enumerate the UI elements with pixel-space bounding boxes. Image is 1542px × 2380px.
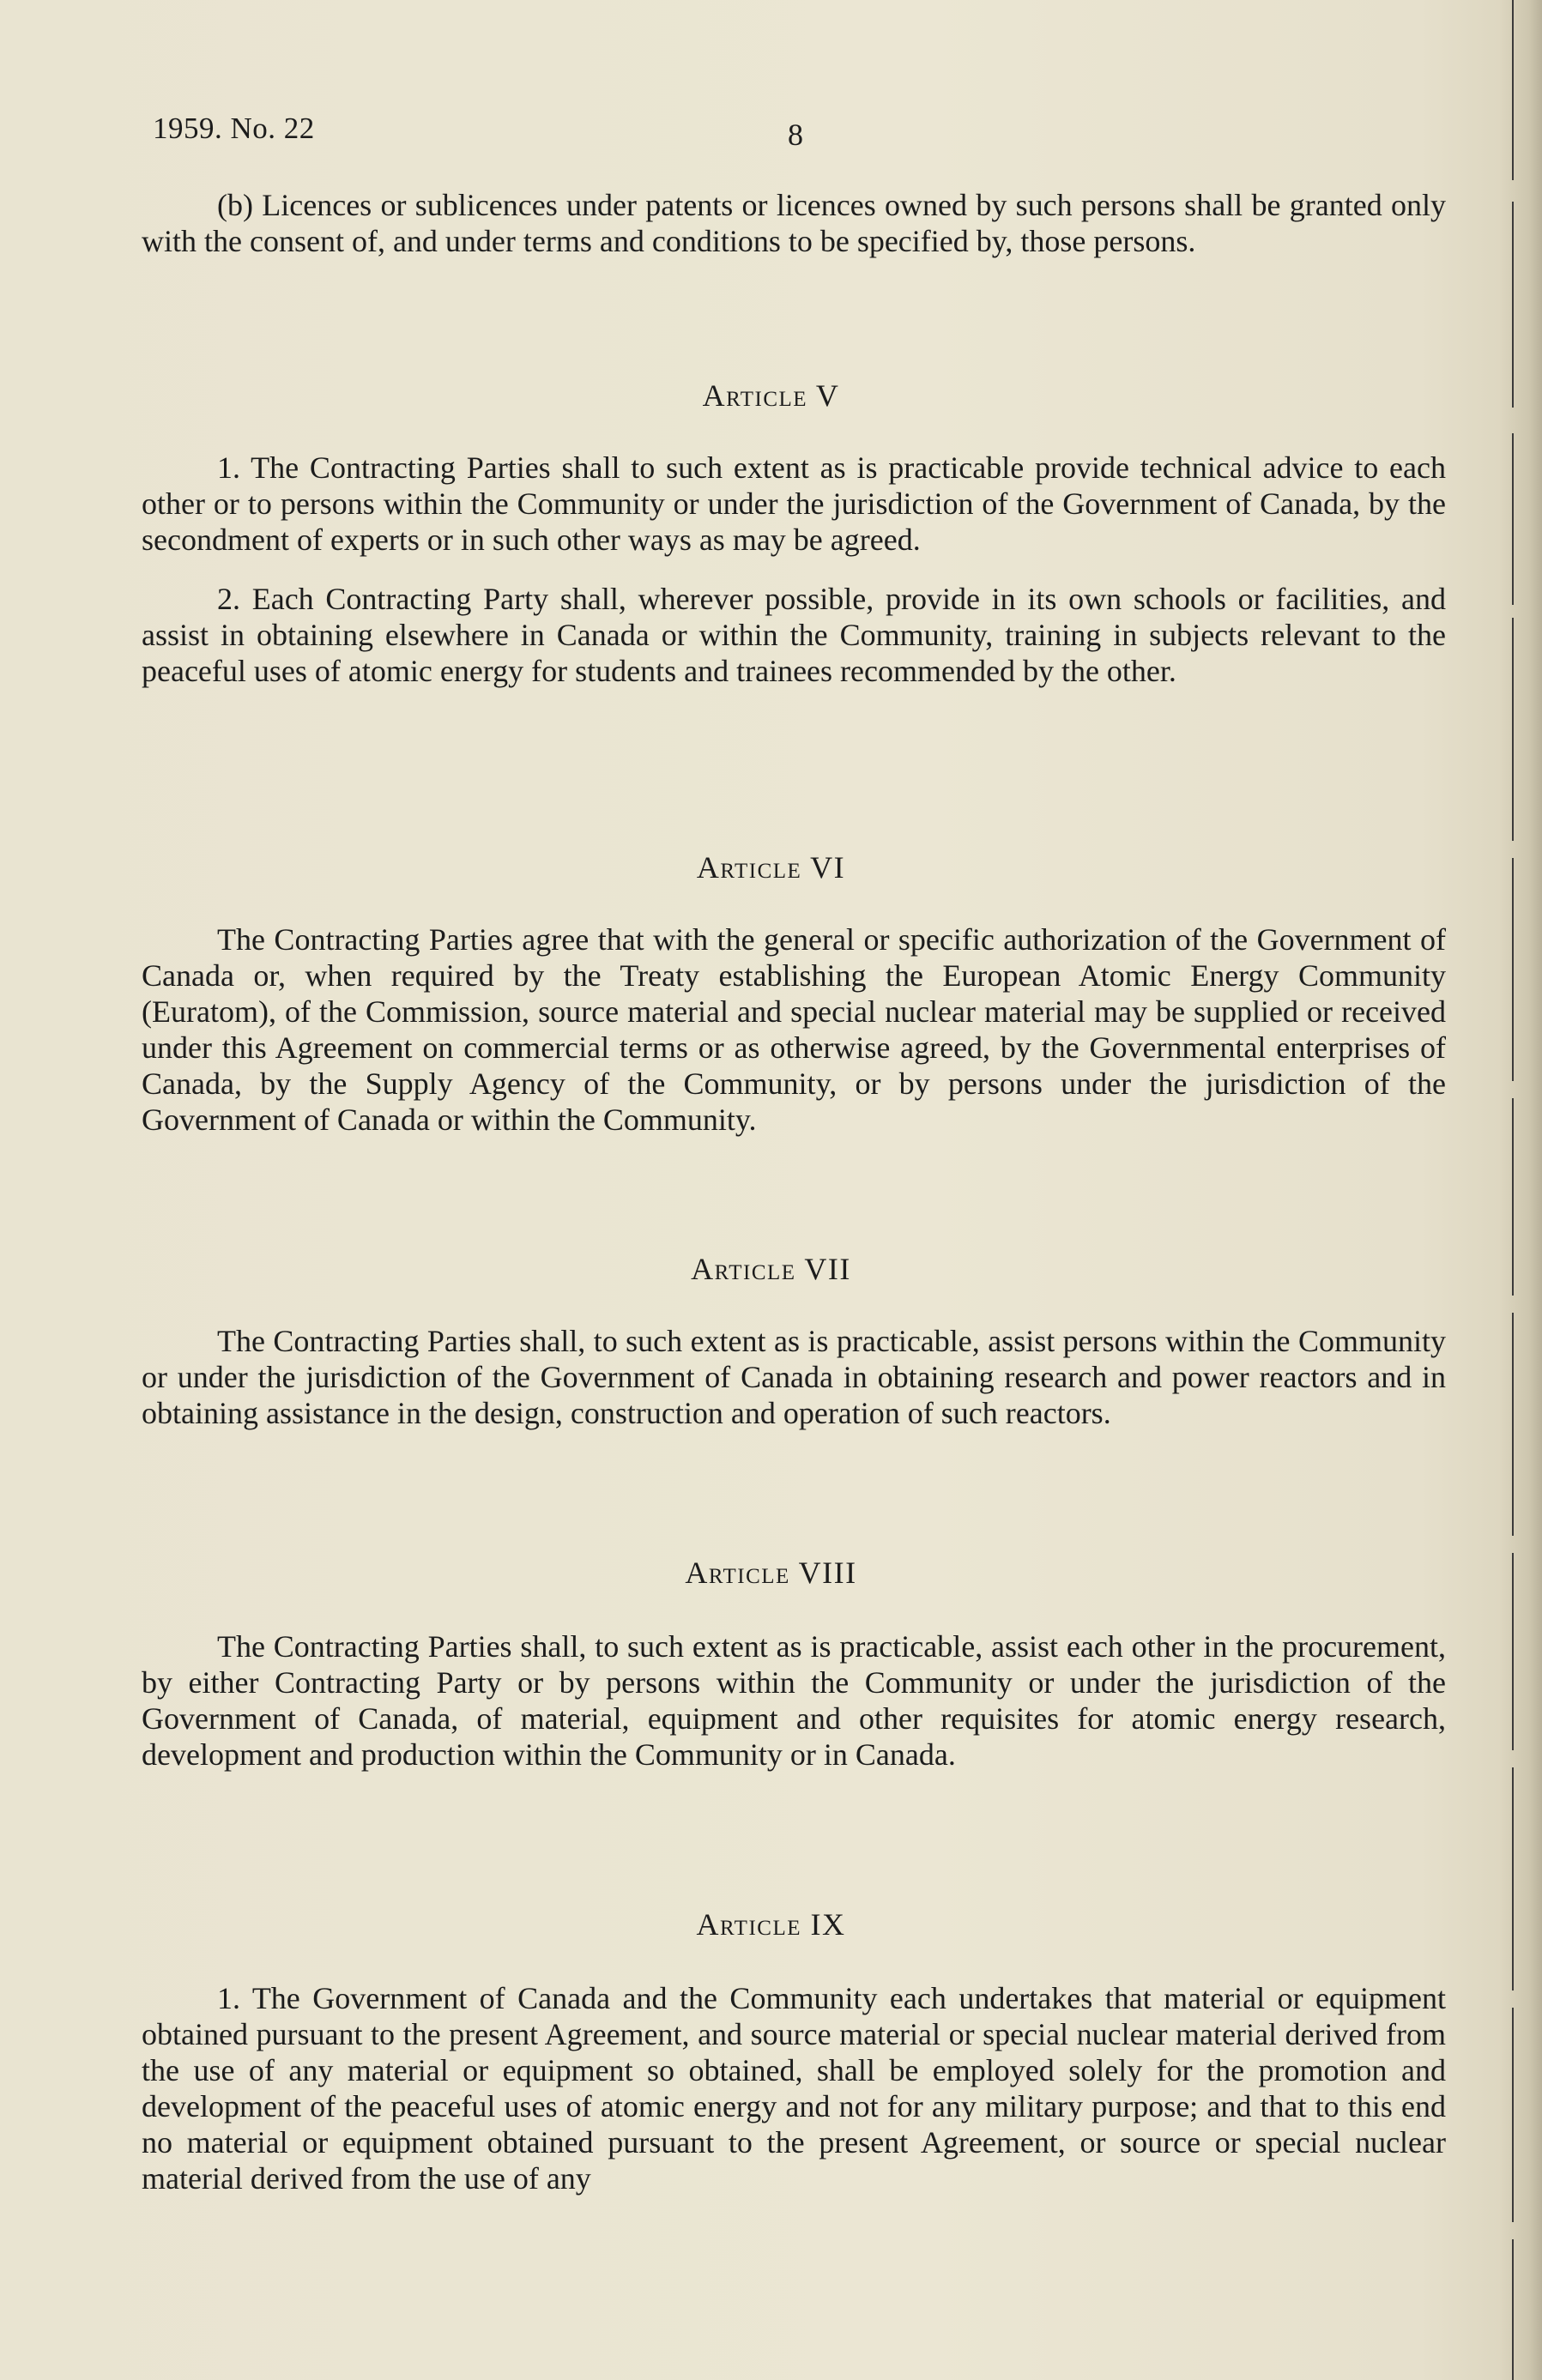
page-edge-line: [1512, 1767, 1514, 1990]
paragraph: 1. The Contracting Parties shall to such extent as is practicable provide technical advice to each other or to persons within the Community or under the jurisdiction of the Government of Canada, by the secondment of experts or in such other ways as may be agreed.: [142, 450, 1446, 557]
article-viii-body: [142, 1628, 1446, 1773]
article-heading-text: Article VII: [691, 1252, 851, 1286]
page-edge-line: [1512, 2008, 1514, 2222]
page-edge-line: [1512, 618, 1514, 841]
page-edge-line: [1512, 858, 1514, 1081]
page-number: 8: [788, 118, 803, 152]
article-heading-text: Article IX: [696, 1907, 846, 1942]
article-vi-body: [142, 921, 1446, 1138]
article-ix-body: [142, 1980, 1446, 2196]
page-edge-line: [1512, 202, 1514, 408]
page-edge-line: [1512, 1313, 1514, 1536]
paragraph: (b) Licences or sublicences under patents or licences owned by such persons shall be granted only with the consent of, and under terms and conditions to be specified by, those persons.: [142, 188, 1446, 258]
article-heading-text: Article VIII: [685, 1555, 857, 1590]
paragraph: The Contracting Parties shall, to such extent as is practicable, assist persons within the Community or under the jurisdiction of the Government of Canada in obtaining research and power reactors and in obtaining assistance in the design, construction and operation of such reactors.: [142, 1324, 1446, 1430]
paragraph: 2. Each Contracting Party shall, wherever possible, provide in its own schools or facilities, and assist in obtaining elsewhere in Canada or within the Community, training in subjects relevant to the peaceful uses of atomic energy for students and trainees recommended by the other.: [142, 582, 1446, 688]
article-v-heading: [0, 378, 1542, 414]
article-vii-heading: [0, 1251, 1542, 1287]
intro-section: [142, 187, 1446, 259]
page-edge-line: [1512, 433, 1514, 605]
article-vi-heading: [0, 849, 1542, 885]
paragraph: The Contracting Parties agree that with the general or specific authorization of the Government of Canada or, when required by the Treaty establishing the European Atomic Energy Community (Euratom), of the Commission, source material and special nuclear material may be supplied or received under this Agreement on commercial terms or as otherwise agreed, by the Governmental enterprises of Canada, by the Supply Agency of the Community, or by persons under the jurisdiction of the Government of Canada or within the Community.: [142, 922, 1446, 1137]
page-edge-shadow: [1499, 0, 1542, 2380]
paragraph: The Contracting Parties shall, to such extent as is practicable, assist each other in the procurement, by either Contracting Party or by persons within the Community or under the jurisdiction of the Government of Canada, of material, equipment and other requisites for atomic energy research, development and production within the Community or in Canada.: [142, 1629, 1446, 1772]
article-v-body: [142, 450, 1446, 689]
article-heading-text: Article V: [702, 378, 840, 413]
article-vii-body: [142, 1323, 1446, 1431]
page-edge-line: [1512, 0, 1514, 180]
article-ix-heading: [0, 1906, 1542, 1942]
article-heading-text: Article VI: [696, 850, 846, 885]
page-edge-line: [1512, 2239, 1514, 2380]
header-year-number: 1959. No. 22: [153, 112, 315, 145]
paragraph: 1. The Government of Canada and the Community each undertakes that material or equipment obtained pursuant to the present Agreement, and source material or special nuclear material derived from the use of any material or equipment so obtained, shall be employed solely for the promotion and development of the peaceful uses of atomic energy and not for any military purpose; and that to this end no material or equipment obtained pursuant to the present Agreement, or source or special nuclear material derived from the use of any: [142, 1981, 1446, 2196]
article-viii-heading: [0, 1555, 1542, 1591]
